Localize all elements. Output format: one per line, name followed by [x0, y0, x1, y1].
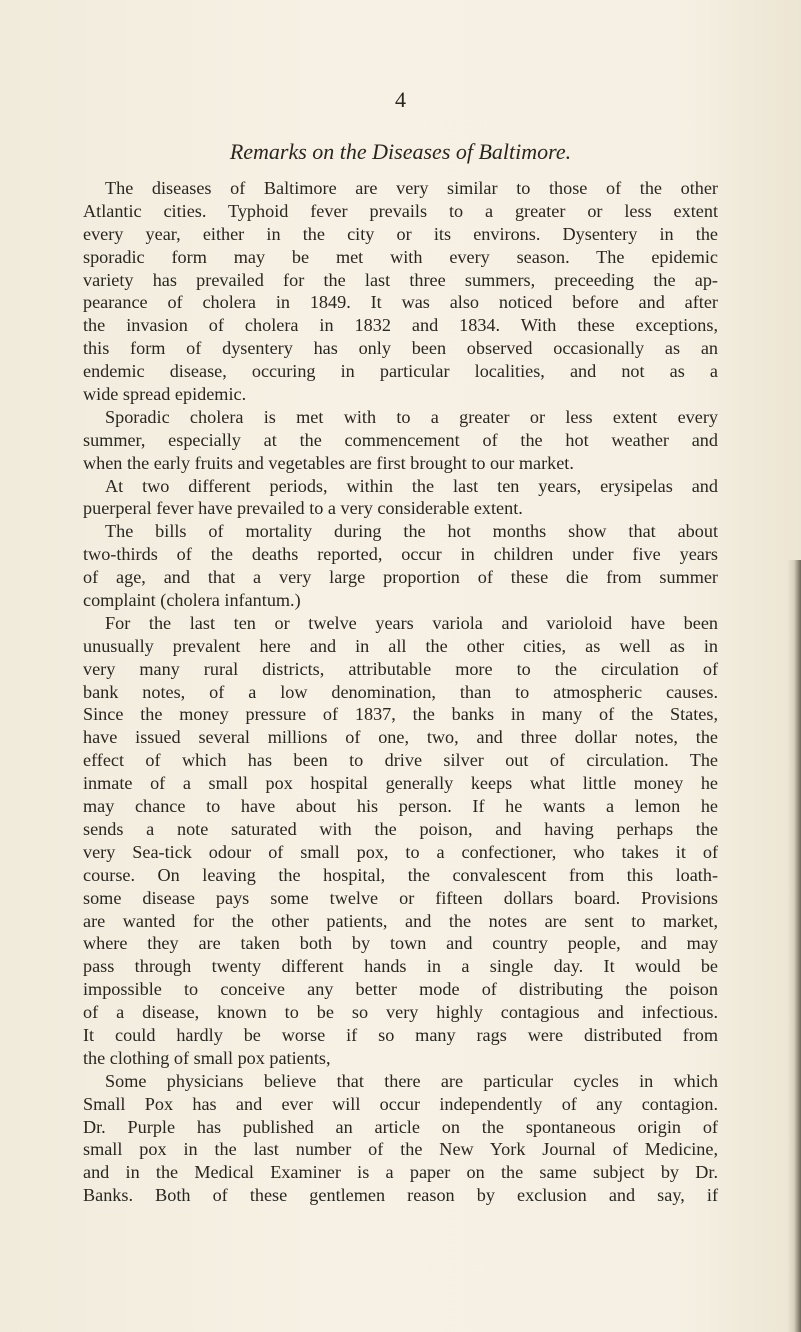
text-line: bank notes, of a low denomination, than to atmospheric causes. — [83, 681, 718, 702]
text-line: sporadic form may be met with every season. The epidemic — [83, 246, 718, 267]
text-line: sends a note saturated with the poison, and having perhaps the — [83, 818, 718, 839]
body-text — [83, 177, 718, 1207]
text-line: endemic disease, occuring in particular localities, and not as a — [83, 361, 718, 382]
text-line: course. On leaving the hospital, the convalescent from this loath- — [83, 864, 718, 885]
text-line: For the last ten or twelve years variola and varioloid have been — [105, 612, 718, 633]
page-number: 4 — [395, 87, 406, 112]
page-title: Remarks on the Diseases of Baltimore. — [229, 139, 572, 164]
text-line: Banks. Both of these gentlemen reason by exclusion and say, if — [83, 1185, 718, 1206]
text-line: wide spread epidemic. — [83, 384, 247, 405]
text-line: two-thirds of the deaths reported, occur in children under five years — [83, 544, 718, 565]
text-line: of a disease, known to be so very highly contagious and infectious. — [83, 1002, 718, 1023]
text-line: At two different periods, within the last ten years, erysipelas and — [105, 475, 718, 496]
page-edge-shadow — [787, 560, 801, 1332]
text-line: inmate of a small pox hospital generally keeps what little money he — [83, 773, 718, 794]
text-line: when the early fruits and vegetables are first brought to our market. — [83, 452, 574, 473]
text-line: The diseases of Baltimore are very similar to those of the other — [105, 178, 718, 198]
text-line: summer, especially at the commencement of the hot weather and — [83, 429, 718, 450]
text-line: very Sea-tick odour of small pox, to a confectioner, who takes it of — [83, 841, 718, 862]
text-line: Some physicians believe that there are particular cycles in which — [105, 1070, 718, 1091]
text-line: of age, and that a very large proportion of these die from summer — [83, 567, 718, 588]
text-line: very many rural districts, attributable more to the circulation of — [83, 658, 718, 679]
text-line: are wanted for the other patients, and the notes are sent to market, — [83, 910, 718, 931]
text-line: some disease pays some twelve or fifteen dollars board. Provisions — [83, 887, 718, 908]
text-line: pearance of cholera in 1849. It was also noticed before and after — [83, 292, 718, 313]
text-line: the clothing of small pox patients, — [83, 1047, 331, 1068]
text-line: Since the money pressure of 1837, the banks in many of the States, — [83, 704, 718, 725]
text-line: every year, either in the city or its environs. Dysentery in the — [83, 223, 718, 244]
text-line: Dr. Purple has published an article on the spontaneous origin of — [83, 1116, 718, 1137]
text-line: variety has prevailed for the last three summers, preceeding the ap- — [83, 269, 718, 290]
text-line: and in the Medical Examiner is a paper on the same subject by Dr. — [83, 1162, 718, 1183]
text-line: It could hardly be worse if so many rags were distributed from — [83, 1024, 718, 1045]
text-line: unusually prevalent here and in all the other cities, as well as in — [83, 635, 718, 656]
text-line: impossible to conceive any better mode of distributing the poison — [83, 979, 718, 1000]
text-line: may chance to have about his person. If he wants a lemon he — [83, 796, 718, 817]
text-line: small pox in the last number of the New York Journal of Medicine, — [83, 1139, 718, 1160]
text-line: this form of dysentery has only been observed occasionally as an — [83, 338, 718, 359]
text-line: where they are taken both by town and country people, and may — [83, 933, 718, 954]
text-line: effect of which has been to drive silver out of circulation. The — [83, 750, 718, 771]
text-line: The bills of mortality during the hot months show that about — [105, 521, 718, 542]
text-line: have issued several millions of one, two, and three dollar notes, the — [83, 727, 718, 748]
text-line: Atlantic cities. Typhoid fever prevails to a greater or less extent — [83, 200, 718, 221]
text-line: pass through twenty different hands in a single day. It would be — [83, 956, 718, 977]
text-line: complaint (cholera infantum.) — [83, 590, 301, 611]
text-line: puerperal fever have prevailed to a very considerable extent. — [83, 498, 523, 519]
text-line: the invasion of cholera in 1832 and 1834. With these exceptions, — [83, 315, 718, 336]
text-line: Sporadic cholera is met with to a greater or less extent every — [105, 406, 718, 427]
text-line: Small Pox has and ever will occur independently of any contagion. — [83, 1093, 718, 1114]
